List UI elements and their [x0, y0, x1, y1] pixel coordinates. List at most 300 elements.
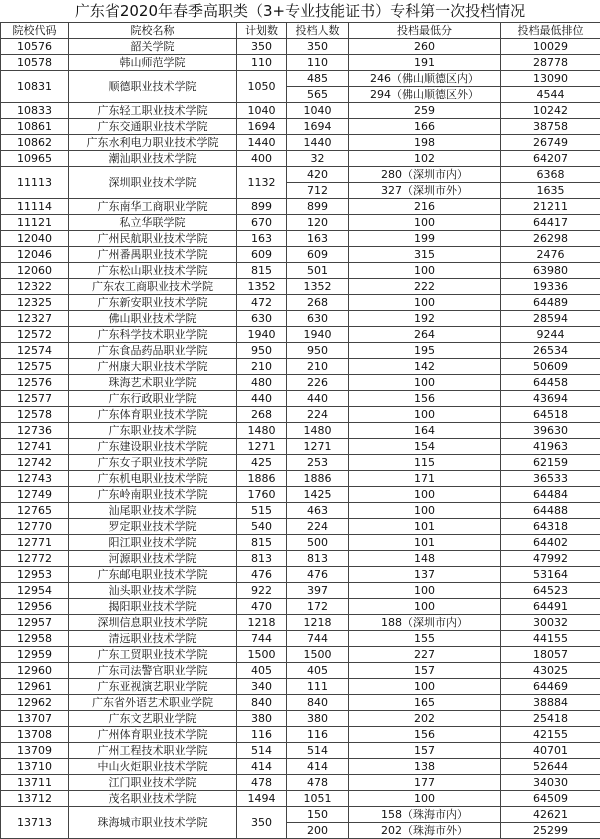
min-rank-cell: 62159	[501, 455, 600, 471]
admitted-count-cell: 630	[287, 311, 349, 327]
min-score-cell: 199	[349, 231, 501, 247]
school-name-cell: 河源职业技术学院	[69, 551, 237, 567]
school-code-cell: 12960	[1, 663, 69, 679]
min-score-cell: 101	[349, 535, 501, 551]
min-rank-cell: 64207	[501, 151, 600, 167]
admitted-count-cell: 172	[287, 599, 349, 615]
school-code-cell: 12578	[1, 407, 69, 423]
min-rank-cell: 64488	[501, 503, 600, 519]
school-name-cell: 江门职业技术学院	[69, 775, 237, 791]
min-score-cell: 157	[349, 743, 501, 759]
school-name-cell: 广州康大职业技术学院	[69, 359, 237, 375]
school-name-cell: 广东行政职业学院	[69, 391, 237, 407]
school-name-cell: 私立华联学院	[69, 215, 237, 231]
plan-count-cell: 899	[237, 199, 287, 215]
school-code-cell: 10833	[1, 103, 69, 119]
min-rank-cell: 40701	[501, 743, 600, 759]
min-score-cell: 100	[349, 599, 501, 615]
admitted-count-cell: 899	[287, 199, 349, 215]
plan-count-cell: 480	[237, 375, 287, 391]
table-row	[1, 487, 600, 503]
school-name-cell: 阳江职业技术学院	[69, 535, 237, 551]
school-code-cell: 12577	[1, 391, 69, 407]
school-code-cell: 12325	[1, 295, 69, 311]
admitted-count-cell: 1218	[287, 615, 349, 631]
school-code-cell: 10862	[1, 135, 69, 151]
min-rank-cell: 28594	[501, 311, 600, 327]
table-row	[1, 327, 600, 343]
admitted-count-cell: 1352	[287, 279, 349, 295]
min-rank-cell: 25418	[501, 711, 600, 727]
admitted-count-cell: 463	[287, 503, 349, 519]
table-row	[1, 583, 600, 599]
plan-count-cell: 340	[237, 679, 287, 695]
admitted-count-cell: 1271	[287, 439, 349, 455]
column-header-min-score: 投档最低分	[349, 23, 501, 39]
plan-count-cell: 414	[237, 759, 287, 775]
admitted-count-cell: 478	[287, 775, 349, 791]
table-row	[1, 599, 600, 615]
school-name-cell: 广东省外语艺术职业学院	[69, 695, 237, 711]
min-rank-cell: 53164	[501, 567, 600, 583]
school-code-cell: 13707	[1, 711, 69, 727]
table-row	[1, 295, 600, 311]
admitted-count-cell: 268	[287, 295, 349, 311]
school-name-cell: 汕头职业技术学院	[69, 583, 237, 599]
table-row	[1, 711, 600, 727]
min-rank-cell: 38884	[501, 695, 600, 711]
min-score-cell: 142	[349, 359, 501, 375]
min-score-cell: 158（珠海市内）	[349, 807, 501, 823]
school-code-cell: 12770	[1, 519, 69, 535]
school-code-cell: 12040	[1, 231, 69, 247]
min-rank-cell: 9244	[501, 327, 600, 343]
admitted-count-cell: 476	[287, 567, 349, 583]
school-code-cell: 10965	[1, 151, 69, 167]
school-name-cell: 广东工贸职业技术学院	[69, 647, 237, 663]
admitted-count-cell: 350	[287, 39, 349, 55]
min-rank-cell: 18057	[501, 647, 600, 663]
min-rank-cell: 63980	[501, 263, 600, 279]
min-rank-cell: 43694	[501, 391, 600, 407]
plan-count-cell: 515	[237, 503, 287, 519]
school-name-cell: 广东机电职业技术学院	[69, 471, 237, 487]
school-name-cell: 广东食品药品职业学院	[69, 343, 237, 359]
min-score-cell: 264	[349, 327, 501, 343]
table-row	[1, 343, 600, 359]
plan-count-cell: 110	[237, 55, 287, 71]
table-row	[1, 55, 600, 71]
plan-count-cell: 1494	[237, 791, 287, 807]
table-row	[1, 663, 600, 679]
min-score-cell: 202（珠海市外）	[349, 823, 501, 839]
plan-count-cell: 1480	[237, 423, 287, 439]
school-code-cell: 13710	[1, 759, 69, 775]
admitted-count-cell: 1940	[287, 327, 349, 343]
table-row	[1, 103, 600, 119]
admitted-count-cell: 397	[287, 583, 349, 599]
min-rank-cell: 21211	[501, 199, 600, 215]
school-name-cell: 潮汕职业技术学院	[69, 151, 237, 167]
min-rank-cell: 43025	[501, 663, 600, 679]
admission-table	[0, 22, 600, 839]
admitted-count-cell: 1694	[287, 119, 349, 135]
table-row	[1, 263, 600, 279]
plan-count-cell: 425	[237, 455, 287, 471]
table-row	[1, 215, 600, 231]
plan-count-cell: 1040	[237, 103, 287, 119]
school-name-cell: 广东文艺职业学院	[69, 711, 237, 727]
min-rank-cell: 64523	[501, 583, 600, 599]
school-code-cell: 12953	[1, 567, 69, 583]
min-rank-cell: 64484	[501, 487, 600, 503]
min-rank-cell: 64402	[501, 535, 600, 551]
school-code-cell: 12572	[1, 327, 69, 343]
school-code-cell: 11113	[1, 167, 69, 199]
table-row	[1, 279, 600, 295]
table-row	[1, 471, 600, 487]
min-rank-cell: 64491	[501, 599, 600, 615]
plan-count-cell: 472	[237, 295, 287, 311]
school-code-cell: 10576	[1, 39, 69, 55]
school-name-cell: 深圳信息职业技术学院	[69, 615, 237, 631]
min-score-cell: 280（深圳市内）	[349, 167, 501, 183]
min-score-cell: 195	[349, 343, 501, 359]
school-name-cell: 广东松山职业技术学院	[69, 263, 237, 279]
school-code-cell: 12743	[1, 471, 69, 487]
school-name-cell: 揭阳职业技术学院	[69, 599, 237, 615]
school-code-cell: 13712	[1, 791, 69, 807]
school-code-cell: 10578	[1, 55, 69, 71]
min-score-cell: 164	[349, 423, 501, 439]
min-score-cell: 177	[349, 775, 501, 791]
min-rank-cell: 6368	[501, 167, 600, 183]
min-rank-cell: 42621	[501, 807, 600, 823]
table-row	[1, 119, 600, 135]
school-name-cell: 广东轻工职业技术学院	[69, 103, 237, 119]
plan-count-cell: 350	[237, 807, 287, 839]
min-score-cell: 192	[349, 311, 501, 327]
min-score-cell: 165	[349, 695, 501, 711]
plan-count-cell: 840	[237, 695, 287, 711]
plan-count-cell: 1760	[237, 487, 287, 503]
min-score-cell: 246（佛山顺德区内）	[349, 71, 501, 87]
school-code-cell: 12742	[1, 455, 69, 471]
admitted-count-cell: 210	[287, 359, 349, 375]
school-name-cell: 广州番禺职业技术学院	[69, 247, 237, 263]
plan-count-cell: 400	[237, 151, 287, 167]
admitted-count-cell: 111	[287, 679, 349, 695]
school-code-cell: 12322	[1, 279, 69, 295]
admitted-count-cell: 1500	[287, 647, 349, 663]
table-row	[1, 407, 600, 423]
table-row	[1, 807, 600, 823]
school-name-cell: 珠海艺术职业学院	[69, 375, 237, 391]
school-name-cell: 深圳职业技术学院	[69, 167, 237, 199]
school-code-cell: 12736	[1, 423, 69, 439]
table-row	[1, 503, 600, 519]
min-rank-cell: 39630	[501, 423, 600, 439]
school-code-cell: 12327	[1, 311, 69, 327]
min-score-cell: 148	[349, 551, 501, 567]
min-score-cell: 100	[349, 263, 501, 279]
min-score-cell: 191	[349, 55, 501, 71]
min-rank-cell: 2476	[501, 247, 600, 263]
min-score-cell: 100	[349, 679, 501, 695]
plan-count-cell: 478	[237, 775, 287, 791]
plan-count-cell: 163	[237, 231, 287, 247]
table-row	[1, 759, 600, 775]
school-name-cell: 广州工程技术职业学院	[69, 743, 237, 759]
min-rank-cell: 26534	[501, 343, 600, 359]
admitted-count-cell: 840	[287, 695, 349, 711]
min-rank-cell: 36533	[501, 471, 600, 487]
table-row	[1, 135, 600, 151]
school-code-cell: 11114	[1, 199, 69, 215]
min-rank-cell: 25299	[501, 823, 600, 839]
plan-count-cell: 1500	[237, 647, 287, 663]
min-rank-cell: 64318	[501, 519, 600, 535]
table-row	[1, 391, 600, 407]
school-name-cell: 韶关学院	[69, 39, 237, 55]
min-score-cell: 100	[349, 407, 501, 423]
min-score-cell: 216	[349, 199, 501, 215]
plan-count-cell: 476	[237, 567, 287, 583]
school-code-cell: 12741	[1, 439, 69, 455]
min-score-cell: 102	[349, 151, 501, 167]
school-code-cell: 13708	[1, 727, 69, 743]
school-name-cell: 顺德职业技术学院	[69, 71, 237, 103]
min-rank-cell: 47992	[501, 551, 600, 567]
min-score-cell: 171	[349, 471, 501, 487]
table-row	[1, 519, 600, 535]
min-score-cell: 115	[349, 455, 501, 471]
plan-count-cell: 1886	[237, 471, 287, 487]
admitted-count-cell: 163	[287, 231, 349, 247]
min-score-cell: 100	[349, 487, 501, 503]
school-name-cell: 广东建设职业技术学院	[69, 439, 237, 455]
school-code-cell: 12060	[1, 263, 69, 279]
admitted-count-cell: 224	[287, 519, 349, 535]
column-header-count: 投档人数	[287, 23, 349, 39]
min-rank-cell: 64518	[501, 407, 600, 423]
school-name-cell: 广东南华工商职业学院	[69, 199, 237, 215]
table-row	[1, 775, 600, 791]
plan-count-cell: 268	[237, 407, 287, 423]
admitted-count-cell: 514	[287, 743, 349, 759]
school-code-cell: 12765	[1, 503, 69, 519]
plan-count-cell: 630	[237, 311, 287, 327]
min-rank-cell: 34030	[501, 775, 600, 791]
admitted-count-cell: 950	[287, 343, 349, 359]
min-score-cell: 222	[349, 279, 501, 295]
table-row	[1, 743, 600, 759]
school-name-cell: 广东新安职业技术学院	[69, 295, 237, 311]
school-code-cell: 12962	[1, 695, 69, 711]
school-name-cell: 汕尾职业技术学院	[69, 503, 237, 519]
min-rank-cell: 64458	[501, 375, 600, 391]
admitted-count-cell: 150	[287, 807, 349, 823]
admitted-count-cell: 501	[287, 263, 349, 279]
school-code-cell: 12954	[1, 583, 69, 599]
admitted-count-cell: 414	[287, 759, 349, 775]
column-header-min-rank: 投档最低排位	[501, 23, 600, 39]
table-row	[1, 727, 600, 743]
admitted-count-cell: 116	[287, 727, 349, 743]
column-header-name: 院校名称	[69, 23, 237, 39]
min-rank-cell: 1635	[501, 183, 600, 199]
admitted-count-cell: 744	[287, 631, 349, 647]
table-row	[1, 535, 600, 551]
plan-count-cell: 670	[237, 215, 287, 231]
min-score-cell: 100	[349, 583, 501, 599]
plan-count-cell: 1440	[237, 135, 287, 151]
school-code-cell: 12771	[1, 535, 69, 551]
school-name-cell: 广东体育职业技术学院	[69, 407, 237, 423]
admitted-count-cell: 1886	[287, 471, 349, 487]
table-row	[1, 423, 600, 439]
school-code-cell: 12961	[1, 679, 69, 695]
admitted-count-cell: 485	[287, 71, 349, 87]
plan-count-cell: 514	[237, 743, 287, 759]
school-code-cell: 12958	[1, 631, 69, 647]
plan-count-cell: 1132	[237, 167, 287, 199]
column-header-plan: 计划数	[237, 23, 287, 39]
table-row	[1, 359, 600, 375]
column-header-code: 院校代码	[1, 23, 69, 39]
min-rank-cell: 28778	[501, 55, 600, 71]
plan-count-cell: 470	[237, 599, 287, 615]
min-score-cell: 100	[349, 503, 501, 519]
school-code-cell: 12576	[1, 375, 69, 391]
admitted-count-cell: 253	[287, 455, 349, 471]
plan-count-cell: 922	[237, 583, 287, 599]
school-code-cell: 13713	[1, 807, 69, 839]
school-name-cell: 广东交通职业技术学院	[69, 119, 237, 135]
min-score-cell: 259	[349, 103, 501, 119]
min-rank-cell: 42155	[501, 727, 600, 743]
plan-count-cell: 1271	[237, 439, 287, 455]
min-rank-cell: 64489	[501, 295, 600, 311]
school-name-cell: 广东女子职业技术学院	[69, 455, 237, 471]
min-score-cell: 157	[349, 663, 501, 679]
table-row	[1, 199, 600, 215]
admitted-count-cell: 1051	[287, 791, 349, 807]
table-row	[1, 647, 600, 663]
min-rank-cell: 44155	[501, 631, 600, 647]
plan-count-cell: 1694	[237, 119, 287, 135]
plan-count-cell: 116	[237, 727, 287, 743]
plan-count-cell: 609	[237, 247, 287, 263]
plan-count-cell: 950	[237, 343, 287, 359]
plan-count-cell: 1352	[237, 279, 287, 295]
table-row	[1, 71, 600, 87]
plan-count-cell: 744	[237, 631, 287, 647]
table-row	[1, 39, 600, 55]
min-score-cell: 154	[349, 439, 501, 455]
table-row	[1, 247, 600, 263]
school-name-cell: 广东水利电力职业技术学院	[69, 135, 237, 151]
table-row	[1, 567, 600, 583]
min-rank-cell: 38758	[501, 119, 600, 135]
school-name-cell: 广东亚视演艺职业学院	[69, 679, 237, 695]
school-code-cell: 13709	[1, 743, 69, 759]
min-rank-cell: 52644	[501, 759, 600, 775]
admitted-count-cell: 813	[287, 551, 349, 567]
admitted-count-cell: 200	[287, 823, 349, 839]
admitted-count-cell: 120	[287, 215, 349, 231]
school-code-cell: 10861	[1, 119, 69, 135]
school-name-cell: 广东职业技术学院	[69, 423, 237, 439]
min-rank-cell: 26298	[501, 231, 600, 247]
min-rank-cell: 64469	[501, 679, 600, 695]
school-code-cell: 12574	[1, 343, 69, 359]
min-score-cell: 100	[349, 295, 501, 311]
admitted-count-cell: 110	[287, 55, 349, 71]
min-rank-cell: 41963	[501, 439, 600, 455]
school-name-cell: 罗定职业技术学院	[69, 519, 237, 535]
school-code-cell: 11121	[1, 215, 69, 231]
min-score-cell: 327（深圳市外）	[349, 183, 501, 199]
school-name-cell: 中山火炬职业技术学院	[69, 759, 237, 775]
table-row	[1, 615, 600, 631]
min-score-cell: 156	[349, 391, 501, 407]
plan-count-cell: 405	[237, 663, 287, 679]
plan-count-cell: 350	[237, 39, 287, 55]
plan-count-cell: 440	[237, 391, 287, 407]
min-score-cell: 188（深圳市内）	[349, 615, 501, 631]
admitted-count-cell: 565	[287, 87, 349, 103]
table-row	[1, 679, 600, 695]
school-code-cell: 12772	[1, 551, 69, 567]
min-score-cell: 155	[349, 631, 501, 647]
min-rank-cell: 19336	[501, 279, 600, 295]
school-code-cell: 12957	[1, 615, 69, 631]
admitted-count-cell: 609	[287, 247, 349, 263]
school-name-cell: 珠海城市职业技术学院	[69, 807, 237, 839]
min-rank-cell: 50609	[501, 359, 600, 375]
min-score-cell: 198	[349, 135, 501, 151]
min-score-cell: 138	[349, 759, 501, 775]
admitted-count-cell: 380	[287, 711, 349, 727]
min-score-cell: 315	[349, 247, 501, 263]
min-rank-cell: 10242	[501, 103, 600, 119]
min-score-cell: 166	[349, 119, 501, 135]
table-row	[1, 311, 600, 327]
school-name-cell: 广东农工商职业技术学院	[69, 279, 237, 295]
min-rank-cell: 4544	[501, 87, 600, 103]
plan-count-cell: 1050	[237, 71, 287, 103]
min-rank-cell: 10029	[501, 39, 600, 55]
page-title: 广东省2020年春季高职类（3+专业技能证书）专科第一次投档情况	[0, 0, 600, 22]
min-rank-cell: 30032	[501, 615, 600, 631]
admitted-count-cell: 224	[287, 407, 349, 423]
min-rank-cell: 64417	[501, 215, 600, 231]
min-rank-cell: 26749	[501, 135, 600, 151]
school-name-cell: 广东司法警官职业学院	[69, 663, 237, 679]
min-score-cell: 202	[349, 711, 501, 727]
plan-count-cell: 540	[237, 519, 287, 535]
min-score-cell: 100	[349, 215, 501, 231]
min-score-cell: 294（佛山顺德区外）	[349, 87, 501, 103]
min-score-cell: 156	[349, 727, 501, 743]
min-rank-cell: 13090	[501, 71, 600, 87]
plan-count-cell: 380	[237, 711, 287, 727]
plan-count-cell: 815	[237, 263, 287, 279]
min-score-cell: 260	[349, 39, 501, 55]
school-code-cell: 13711	[1, 775, 69, 791]
admitted-count-cell: 1040	[287, 103, 349, 119]
